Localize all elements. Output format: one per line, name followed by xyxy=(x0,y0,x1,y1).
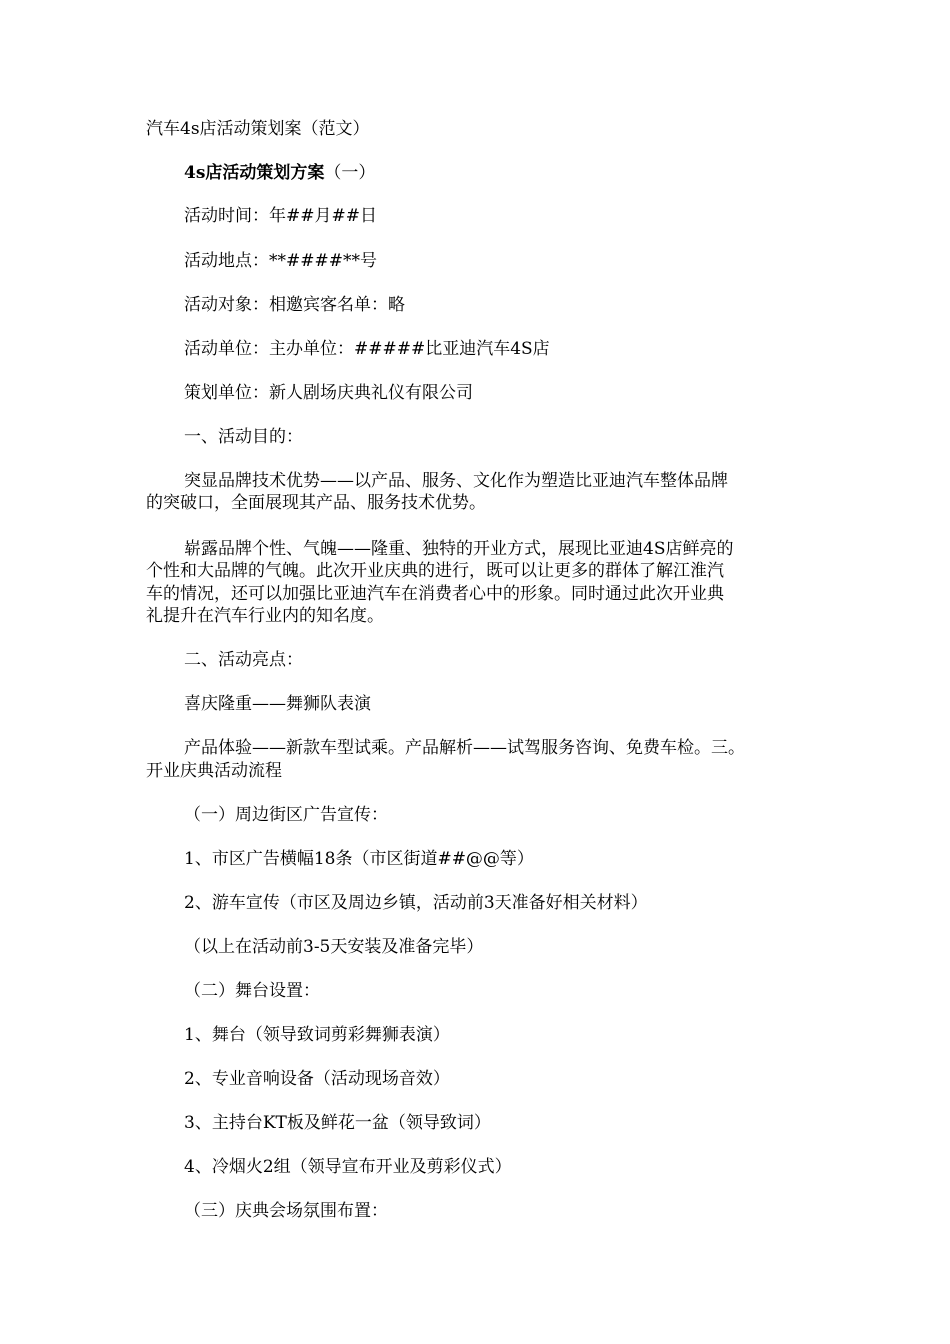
paragraph-line: 2、游车宣传（市区及周边乡镇，活动前3天准备好相关材料） xyxy=(184,893,648,913)
paragraph-line: 活动时间：年##月##日 xyxy=(184,206,377,226)
paragraph-line: 1、舞台（领导致词剪彩舞狮表演） xyxy=(184,1025,450,1045)
paragraph-line: 产品体验——新款车型试乘。产品解析——试驾服务咨询、免费车检。三。 xyxy=(184,738,745,758)
paragraph-line: 开业庆典活动流程 xyxy=(146,761,282,781)
paragraph-line: 3、主持台KT板及鲜花一盆（领导致词） xyxy=(184,1113,491,1133)
paragraph-line: 1、市区广告横幅18条（市区街道##@@等） xyxy=(184,849,534,869)
paragraph-line: 二、活动亮点： xyxy=(184,650,303,670)
paragraph-line: （以上在活动前3-5天安装及准备完毕） xyxy=(184,937,484,957)
paragraph-line: 突显品牌技术优势——以产品、服务、文化作为塑造比亚迪汽车整体品牌 xyxy=(184,471,728,491)
paragraph-line: 活动对象：相邀宾客名单：略 xyxy=(184,295,405,315)
paragraph-line: （二）舞台设置： xyxy=(184,981,320,1001)
paragraph-line: 个性和大品牌的气魄。此次开业庆典的进行，既可以让更多的群体了解江淮汽 xyxy=(146,561,724,581)
paragraph-line: 礼提升在汽车行业内的知名度。 xyxy=(146,606,384,626)
document-title: 汽车4s店活动策划案（范文） xyxy=(146,119,370,139)
paragraph-line: 策划单位：新人剧场庆典礼仪有限公司 xyxy=(184,383,473,403)
section-heading xyxy=(184,163,950,183)
paragraph-line: （一）周边街区广告宣传： xyxy=(184,805,388,825)
paragraph-line: 的突破口，全面展现其产品、服务技术优势。 xyxy=(146,493,486,513)
paragraph-line: 2、专业音响设备（活动现场音效） xyxy=(184,1069,450,1089)
section-heading-bold: 4s店活动策划方案 xyxy=(184,163,325,183)
paragraph-line: 车的情况，还可以加强比亚迪汽车在消费者心中的形象。同时通过此次开业典 xyxy=(146,584,724,604)
section-heading-suffix: （一） xyxy=(324,163,376,183)
paragraph-line: 4、冷烟火2组（领导宣布开业及剪彩仪式） xyxy=(184,1157,512,1177)
paragraph-line: 喜庆隆重——舞狮队表演 xyxy=(184,694,371,714)
paragraph-line: 崭露品牌个性、气魄——隆重、独特的开业方式，展现比亚迪4S店鲜亮的 xyxy=(184,539,734,559)
paragraph-line: （三）庆典会场氛围布置： xyxy=(184,1201,388,1221)
paragraph-line: 活动地点：**####**号 xyxy=(184,251,377,271)
paragraph-line: 活动单位：主办单位：#####比亚迪汽车4S店 xyxy=(184,339,550,359)
paragraph-line: 一、活动目的： xyxy=(184,427,303,447)
